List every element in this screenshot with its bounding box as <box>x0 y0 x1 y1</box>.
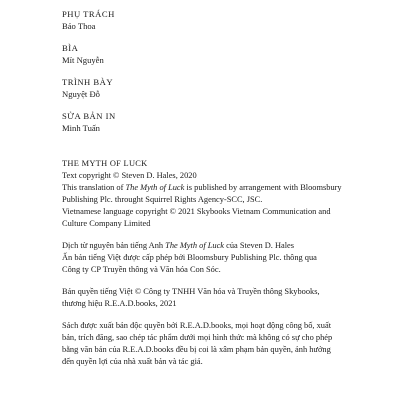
permission-line: Ấn bản tiếng Việt được cấp phép bởi Bloomsbury Publishing Plc. thông qua <box>62 253 317 262</box>
credit-layout <box>62 76 388 100</box>
translated-suffix: của Steven D. Hales <box>224 241 295 250</box>
original-title: THE MYTH OF LUCK <box>62 159 148 168</box>
copyright-page <box>62 8 388 368</box>
permission-line2: Công ty CP Truyền thông và Văn hóa Con Sóc. <box>62 265 221 274</box>
notice-line: bản, trích đăng, sao chép tác phẩm dưới mọi hình thức mà không có sự cho phép <box>62 333 333 342</box>
vietnamese-rights-block <box>62 286 388 310</box>
rights-line: Bản quyền tiếng Việt © Công ty TNHH Văn hóa và Truyền thông Skybooks, <box>62 287 320 296</box>
credit-proofreading <box>62 110 388 134</box>
original-copyright-block <box>62 158 388 230</box>
translated-prefix: Dịch từ nguyên bản tiếng Anh <box>62 241 166 250</box>
translation-info-block <box>62 240 388 276</box>
credit-role: TRÌNH BÀY <box>62 77 114 87</box>
translation-prefix: This translation of <box>62 183 126 192</box>
notice-line: đến quyền lợi của nhà xuất bản và tác giả. <box>62 357 203 366</box>
translated-book-title: The Myth of Luck <box>165 241 225 250</box>
vn-language-copyright-line2: Culture Company Limited <box>62 219 151 228</box>
credit-cover <box>62 42 388 66</box>
translation-book-title: The Myth of Luck <box>125 183 185 192</box>
credit-person: Mít Nguyễn <box>62 55 104 65</box>
notice-line: bằng văn bản của R.E.A.D.books đều bị coi là xâm phạm bản quyền, ảnh hưởng <box>62 345 331 354</box>
translation-suffix: is published by arrangement with Bloomsbury <box>184 183 342 192</box>
translated-from <box>62 240 388 252</box>
credit-role: PHỤ TRÁCH <box>62 9 115 19</box>
text-copyright: Text copyright © Steven D. Hales, 2020 <box>62 171 197 180</box>
credit-person: Nguyệt Đỗ <box>62 89 100 99</box>
vn-language-copyright: Vietnamese language copyright © 2021 Skybooks Vietnam Communication and <box>62 207 331 216</box>
publishing-notice-block <box>62 320 388 368</box>
rights-line2: thương hiệu R.E.A.D.books, 2021 <box>62 299 177 308</box>
translation-notice <box>62 182 388 194</box>
credit-role: BÌA <box>62 43 79 53</box>
credit-person: Minh Tuấn <box>62 123 100 133</box>
credit-role: SỬA BẢN IN <box>62 111 116 121</box>
credit-editor <box>62 8 388 32</box>
credit-person: Bảo Thoa <box>62 21 96 31</box>
notice-line: Sách được xuất bản độc quyền bởi R.E.A.D.books, mọi hoạt động công bố, xuất <box>62 321 332 330</box>
translation-notice-line2: Publishing Plc. throught Squirrel Rights Agency-SCC, JSC. <box>62 195 263 204</box>
